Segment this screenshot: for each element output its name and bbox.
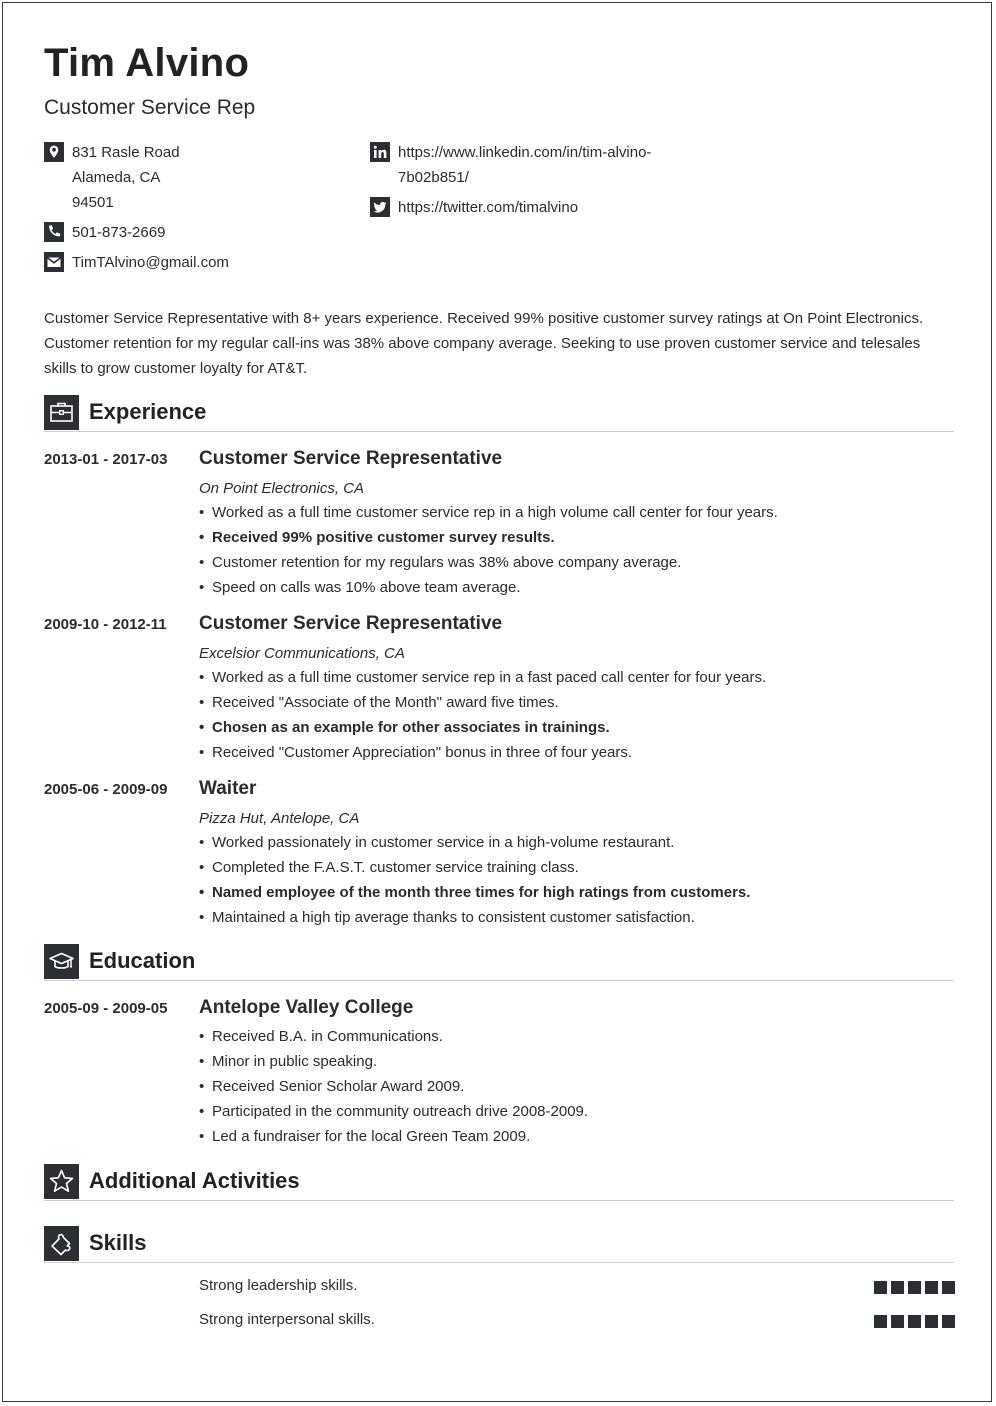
candidate-role: Customer Service Rep — [44, 96, 256, 119]
experience-section-header — [44, 395, 954, 432]
puzzle-piece-icon — [44, 1226, 79, 1261]
job-dates: 2009-10 - 2012-11 — [44, 616, 167, 633]
bullet-item: • Minor in public speaking. — [199, 1049, 588, 1074]
bullet-item: • Led a fundraiser for the local Green Team 2009. — [199, 1124, 588, 1149]
star-icon — [44, 1164, 79, 1199]
address-zip: 94501 — [72, 194, 114, 211]
school-name: Antelope Valley College — [199, 997, 414, 1018]
phone-icon — [44, 222, 64, 242]
bullet-item: • Received B.A. in Communications. — [199, 1024, 588, 1049]
skill-level-square — [942, 1281, 955, 1294]
bullet-item: • Chosen as an example for other associates in trainings. — [199, 715, 766, 740]
skill-row — [199, 1277, 955, 1297]
bullet-item: • Maintained a high tip average thanks to consistent customer satisfaction. — [199, 905, 750, 930]
twitter-url[interactable]: https://twitter.com/timalvino — [398, 199, 579, 216]
bullet-item: • Completed the F.A.S.T. customer service training class. — [199, 855, 750, 880]
skills-heading: Skills — [89, 1230, 147, 1255]
education-bullets — [199, 1024, 588, 1149]
skill-level-meter — [874, 1315, 955, 1328]
education-dates: 2005-09 - 2009-05 — [44, 1000, 168, 1017]
skill-level-square — [908, 1315, 921, 1328]
education-heading: Education — [89, 948, 196, 973]
address-city: Alameda, CA — [72, 169, 161, 186]
job-title: Customer Service Representative — [199, 613, 503, 634]
job-company: On Point Electronics, CA — [199, 480, 365, 497]
activities-heading: Additional Activities — [89, 1168, 300, 1193]
bullet-item: • Worked passionately in customer service in a high-volume restaurant. — [199, 830, 750, 855]
skill-label: Strong leadership skills. — [199, 1277, 358, 1294]
job-dates: 2005-06 - 2009-09 — [44, 781, 168, 798]
linkedin-url-line2: 7b02b851/ — [398, 169, 469, 186]
bullet-item: • Worked as a full time customer service rep in a high volume call center for four years. — [199, 500, 778, 525]
skill-level-square — [891, 1281, 904, 1294]
bullet-item: • Named employee of the month three times for high ratings from customers. — [199, 880, 750, 905]
graduation-cap-icon — [44, 944, 79, 979]
bullet-item: • Worked as a full time customer service rep in a fast paced call center for four years. — [199, 665, 766, 690]
bullet-item: • Participated in the community outreach drive 2008-2009. — [199, 1099, 588, 1124]
briefcase-icon — [44, 395, 79, 430]
skill-label: Strong interpersonal skills. — [199, 1311, 375, 1328]
skill-level-square — [891, 1315, 904, 1328]
bullet-item: • Received "Customer Appreciation" bonus in three of four years. — [199, 740, 766, 765]
email-icon — [44, 252, 64, 272]
skill-level-square — [925, 1281, 938, 1294]
resume-page — [2, 2, 992, 1402]
skills-section-header — [44, 1226, 954, 1263]
job-title: Customer Service Representative — [199, 448, 503, 469]
bullet-item: • Received Senior Scholar Award 2009. — [199, 1074, 588, 1099]
education-section-header — [44, 944, 954, 981]
job-title: Waiter — [199, 778, 257, 799]
job-bullets — [199, 830, 750, 930]
experience-heading: Experience — [89, 399, 207, 424]
job-company: Excelsior Communications, CA — [199, 645, 405, 662]
bullet-item: • Received 99% positive customer survey results. — [199, 525, 778, 550]
candidate-name: Tim Alvino — [44, 41, 250, 85]
linkedin-url-line1: https://www.linkedin.com/in/tim-alvino- — [398, 144, 652, 161]
skill-level-square — [925, 1315, 938, 1328]
linkedin-url[interactable] — [398, 140, 651, 190]
professional-summary: Customer Service Representative with 8+ years experience. Received 99% positive customer survey ratings at On Point Electronics. Customer retention for my regular call-ins was 38% above company average. Seeking to use proven customer service and telesales skills to grow customer loyalty for AT&T. — [44, 310, 924, 377]
skill-level-square — [908, 1281, 921, 1294]
bullet-item: • Speed on calls was 10% above team average. — [199, 575, 778, 600]
skill-level-square — [874, 1281, 887, 1294]
email-address[interactable]: TimTAlvino@gmail.com — [72, 254, 229, 271]
phone-number[interactable]: 501-873-2669 — [72, 224, 166, 241]
skill-level-square — [942, 1315, 955, 1328]
skill-row — [199, 1311, 955, 1331]
skill-level-meter — [874, 1281, 955, 1294]
job-company: Pizza Hut, Antelope, CA — [199, 810, 360, 827]
location-pin-icon — [44, 142, 64, 162]
address — [72, 140, 180, 215]
twitter-icon — [370, 197, 390, 217]
linkedin-icon — [370, 142, 390, 162]
job-bullets — [199, 500, 778, 600]
job-bullets — [199, 665, 766, 765]
address-street: 831 Rasle Road — [72, 144, 180, 161]
bullet-item: • Customer retention for my regulars was 38% above company average. — [199, 550, 778, 575]
bullet-item: • Received "Associate of the Month" award five times. — [199, 690, 766, 715]
skill-level-square — [874, 1315, 887, 1328]
job-dates: 2013-01 - 2017-03 — [44, 451, 168, 468]
activities-section-header — [44, 1164, 954, 1201]
